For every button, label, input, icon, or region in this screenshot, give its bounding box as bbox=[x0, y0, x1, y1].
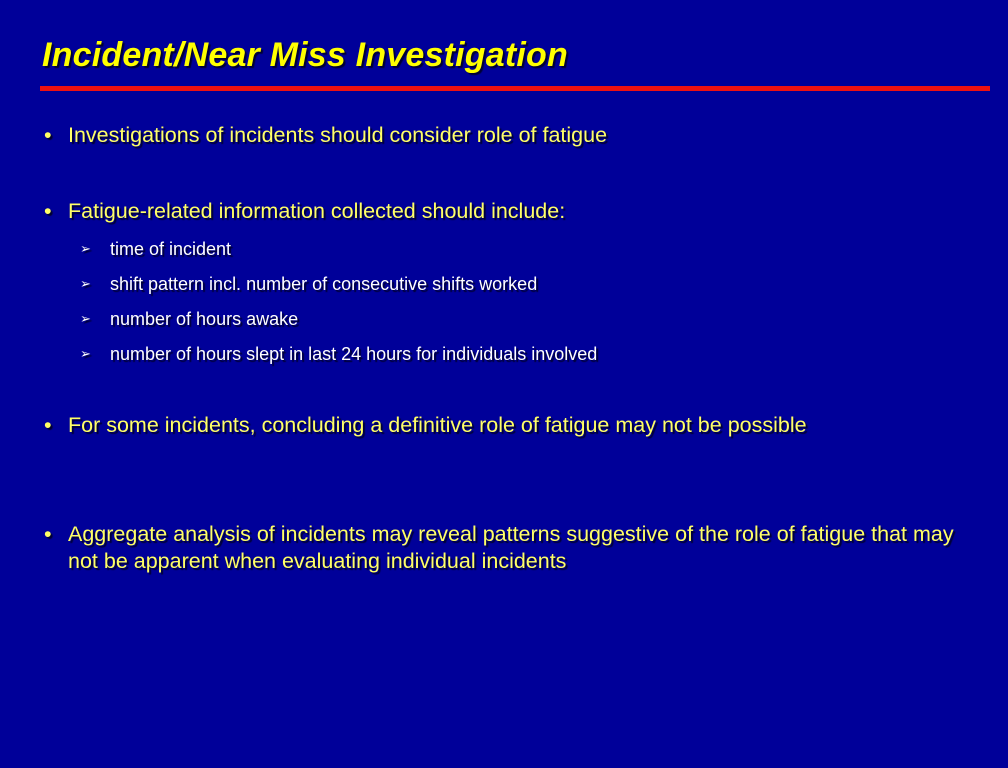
bullet-item bbox=[44, 521, 984, 575]
arrow-bullet-icon: ➢ bbox=[80, 276, 91, 291]
sub-bullet-item bbox=[80, 308, 298, 330]
bullet-text: Fatigue-related information collected should include: bbox=[68, 199, 566, 223]
sub-bullet-item bbox=[80, 238, 231, 260]
arrow-bullet-icon: ➢ bbox=[80, 346, 91, 361]
arrow-bullet-icon: ➢ bbox=[80, 241, 91, 256]
bullet-item bbox=[44, 412, 984, 439]
bullet-text: Aggregate analysis of incidents may reveal patterns suggestive of the role of fatigue that may not be apparent when evaluating individual incidents bbox=[68, 522, 954, 573]
sub-bullet-text: shift pattern incl. number of consecutive shifts worked bbox=[110, 274, 538, 294]
bullet-marker: • bbox=[44, 522, 52, 546]
title-divider bbox=[40, 86, 990, 91]
sub-bullet-item bbox=[80, 343, 597, 365]
bullet-text: Investigations of incidents should consider role of fatigue bbox=[68, 123, 608, 147]
sub-bullet-text: time of incident bbox=[110, 239, 232, 259]
bullet-marker: • bbox=[44, 413, 52, 437]
sub-bullet-text: number of hours awake bbox=[110, 309, 299, 329]
bullet-text: For some incidents, concluding a definitive role of fatigue may not be possible bbox=[68, 413, 807, 437]
slide-title: Incident/Near Miss Investigation bbox=[42, 36, 568, 74]
sub-bullet-item bbox=[80, 273, 537, 295]
sub-bullet-text: number of hours slept in last 24 hours for individuals involved bbox=[110, 344, 598, 364]
bullet-marker: • bbox=[44, 199, 52, 223]
bullet-item bbox=[44, 122, 984, 149]
bullet-marker: • bbox=[44, 123, 52, 147]
arrow-bullet-icon: ➢ bbox=[80, 311, 91, 326]
bullet-item bbox=[44, 198, 984, 225]
